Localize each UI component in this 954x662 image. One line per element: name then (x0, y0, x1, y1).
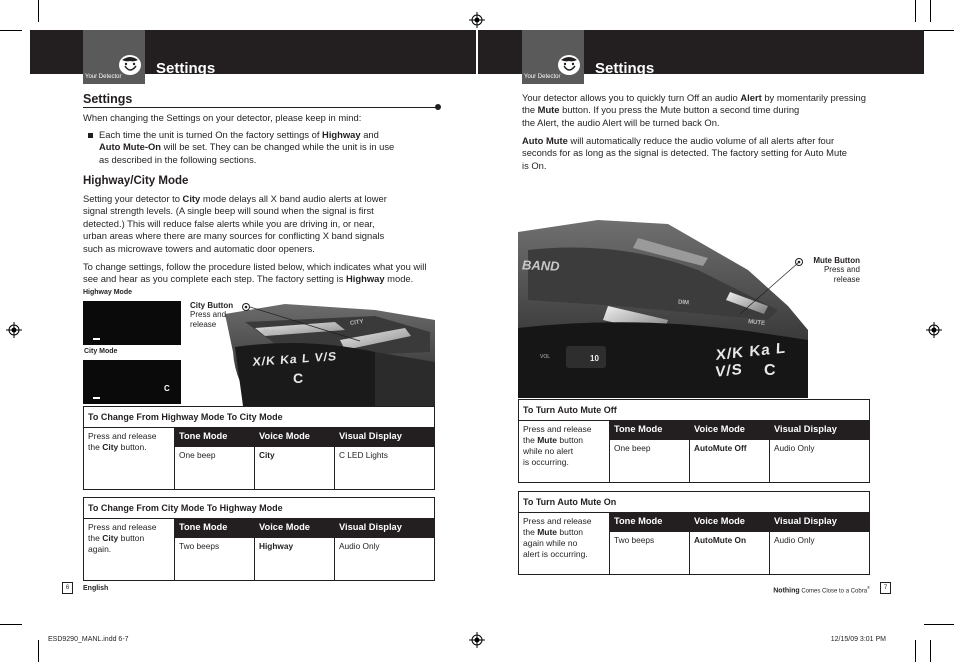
vol-label: VOL (540, 354, 551, 360)
cell-visual: Audio Only (774, 535, 815, 545)
registration-mark-icon (926, 322, 942, 338)
page-header-title: Settings (156, 60, 216, 77)
vol-value: 10 (590, 354, 599, 363)
tab-label: Your Detector (524, 74, 561, 80)
intro-text: When changing the Settings on your detector, please keep in mind: (83, 112, 362, 123)
band-label: BAND (521, 257, 560, 274)
page-number: 6 (62, 582, 73, 594)
table-divider (769, 440, 770, 482)
crop-mark (0, 30, 22, 31)
crop-mark (924, 30, 954, 31)
table-divider (689, 440, 690, 482)
table-instruction: Press and release the City button again. (88, 522, 157, 554)
table-divider (769, 532, 770, 574)
table-auto-mute-on (518, 491, 870, 575)
table-instruction: Press and release the Mute button while no alert is occurring. (523, 424, 592, 467)
bullet-text: Each time the unit is turned On the factory settings of Highway and Auto Mute-On will be set. They can be changed while the unit is in use as described in the following sections. (99, 129, 395, 165)
auto-mute-paragraph: Auto Mute will automatically reduce the audio volume of all alerts after four seconds for as long as the signal is detected. The factory setting for Auto Mute is On. (522, 135, 848, 171)
cell-tone: Two beeps (179, 541, 220, 551)
bullet-square (88, 133, 93, 138)
section-rule (83, 107, 438, 108)
band-display-labels: X/K Ka L V/S (252, 349, 338, 369)
mute-paragraph: Your detector allows you to quickly turn Off an audio Alert by momentarily pressing the Mute button. If you press the Mute button a second time during the Alert, the audio Alert will be turned back On. (522, 92, 866, 128)
table-title: To Change From City Mode To Highway Mode (88, 503, 283, 513)
header-tone-mode: Tone Mode (614, 424, 663, 434)
crop-mark (38, 640, 39, 662)
city-mode-label: City Mode (84, 348, 118, 355)
table-instruction: Press and release the Mute button again while no alert is occurring. (523, 516, 592, 559)
page-number: 7 (880, 582, 891, 594)
registration-mark-icon (469, 12, 485, 28)
crop-mark (924, 624, 954, 625)
tab-label: Your Detector (85, 74, 122, 80)
city-label: CITY (349, 319, 365, 327)
table-header-row (175, 518, 434, 538)
cell-tone: One beep (179, 450, 216, 460)
table-header-row (610, 420, 869, 440)
cell-tone: Two beeps (614, 535, 655, 545)
table-divider (334, 538, 335, 580)
cell-voice: Highway (259, 541, 294, 551)
registration-mark-icon (469, 632, 485, 648)
header-tone-mode: Tone Mode (179, 522, 228, 532)
c-indicator-label: C (764, 362, 776, 379)
slug-filename: ESD9290_MANL.indd 6-7 (48, 636, 129, 643)
cell-voice: AutoMute Off (694, 443, 747, 453)
crop-mark (930, 0, 931, 22)
display-segment (93, 397, 100, 399)
page-header-title: Settings (595, 60, 655, 77)
table-instruction: Press and release the City button. (88, 431, 157, 452)
registration-mark-icon (6, 322, 22, 338)
city-mode-paragraph: Setting your detector to City mode delays all X band audio alerts at lower signal strength levels. (A single beep will sound when the signal is first detected.) This will reduce false alerts while you are driving in, or near, urban areas where there are many sources for conflicting X band signals such as microwave towers and automatic door openers. (83, 193, 387, 254)
highway-mode-display (83, 301, 181, 345)
header-tone-mode: Tone Mode (614, 516, 663, 526)
display-segment (93, 338, 100, 340)
cell-voice: City (259, 450, 275, 460)
table-auto-mute-off (518, 399, 870, 483)
mute-label: MUTE (262, 328, 281, 338)
header-voice-mode: Voice Mode (259, 522, 310, 532)
table-divider (254, 447, 255, 489)
header-visual-display: Visual Display (339, 522, 402, 532)
cell-visual: Audio Only (774, 443, 815, 453)
crop-mark (915, 0, 916, 22)
highway-mode-label: Highway Mode (83, 289, 133, 296)
city-button-callout-title: City Button (190, 301, 234, 310)
table-divider (689, 532, 690, 574)
city-indicator: C (164, 384, 170, 393)
mute-button-callout-title: Mute Button (813, 256, 860, 265)
table-divider (254, 538, 255, 580)
crop-mark (0, 624, 22, 625)
callout-leader-line (245, 305, 365, 345)
city-mode-display (83, 360, 181, 404)
header-voice-mode: Voice Mode (694, 424, 745, 434)
table-divider (334, 447, 335, 489)
header-tone-mode: Tone Mode (179, 431, 228, 441)
table-title: To Turn Auto Mute On (523, 497, 617, 507)
header-voice-mode: Voice Mode (694, 516, 745, 526)
city-button-callout-desc: Press and release (190, 310, 227, 329)
cell-visual: C LED Lights (339, 450, 388, 460)
crop-mark (38, 0, 39, 22)
slug-date: 12/15/09 3:01 PM (830, 636, 886, 643)
table-highway-to-city (83, 406, 435, 490)
mute-label: MUTE (747, 319, 766, 327)
header-visual-display: Visual Display (774, 516, 837, 526)
table-header-row (610, 512, 869, 532)
header-visual-display: Visual Display (774, 424, 837, 434)
c-indicator-label: C (293, 370, 304, 386)
crop-mark (930, 640, 931, 662)
band-display-labels: X/K Ka L V/S (714, 339, 787, 381)
section-title: Settings (83, 92, 133, 106)
dim-label: DIM (677, 299, 690, 307)
subsection-title: Highway/City Mode (83, 175, 189, 187)
footer-language: English (83, 585, 109, 592)
table-title: To Turn Auto Mute Off (523, 405, 617, 415)
cell-visual: Audio Only (339, 541, 380, 551)
cell-tone: One beep (614, 443, 651, 453)
header-visual-display: Visual Display (339, 431, 402, 441)
table-header-row (175, 427, 434, 447)
table-title: To Change From Highway Mode To City Mode (88, 412, 283, 422)
footer-tagline: Nothing Comes Close to a Cobra® (773, 585, 870, 595)
procedure-paragraph: To change settings, follow the procedure listed below, which indicates what you will see and hear as you complete each step. The factory setting is Highway mode. (83, 261, 427, 285)
mute-button-callout-desc: Press and release (823, 265, 860, 284)
crop-mark (915, 640, 916, 662)
header-voice-mode: Voice Mode (259, 431, 310, 441)
rule-dot (435, 104, 441, 110)
table-city-to-highway (83, 497, 435, 581)
cell-voice: AutoMute On (694, 535, 747, 545)
